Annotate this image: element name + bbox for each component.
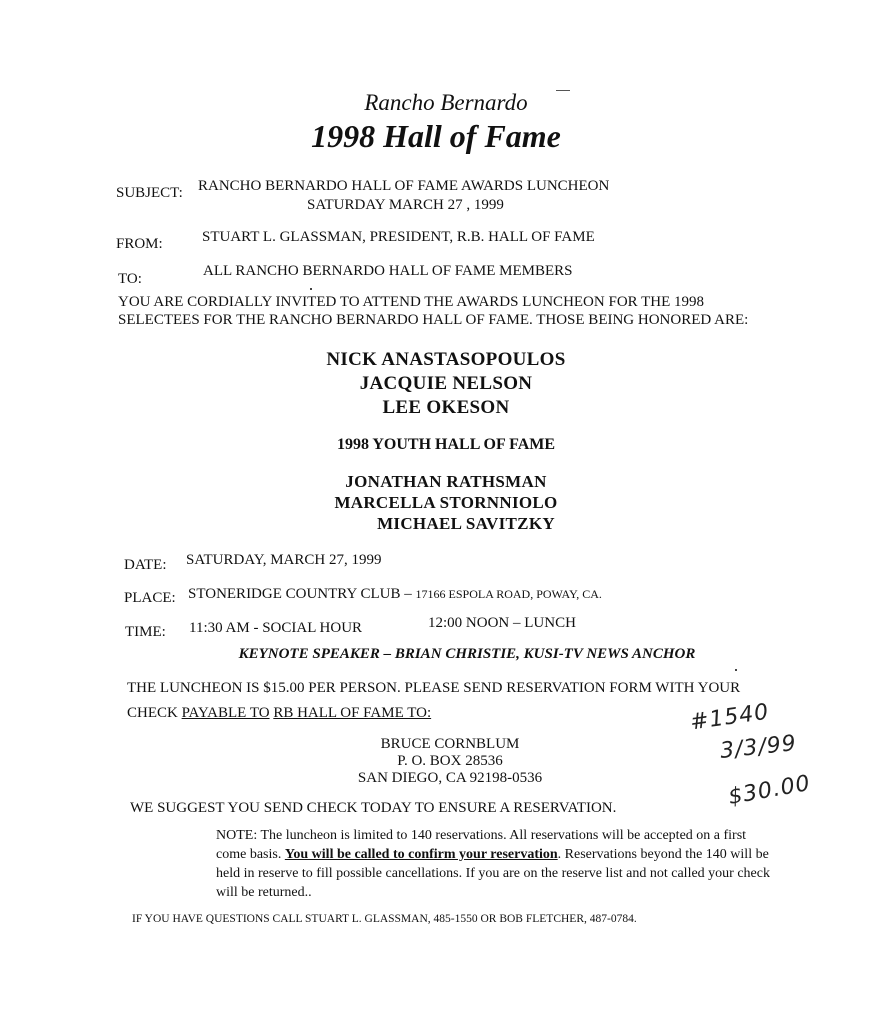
youth-name: MARCELLA STORNNIOLO xyxy=(334,493,558,512)
mailing-name: BRUCE CORNBLUM xyxy=(380,736,520,752)
payable-to: PAYABLE TO xyxy=(181,705,270,721)
payment-line-2 xyxy=(127,705,431,722)
youth-heading: 1998 YOUTH HALL OF FAME xyxy=(336,436,556,453)
place-label: PLACE: xyxy=(124,590,176,606)
place-address: 17166 ESPOLA ROAD, POWAY, CA. xyxy=(415,587,602,601)
youth-name: MICHAEL SAVITZKY xyxy=(377,514,555,533)
place-value xyxy=(188,586,602,603)
note-emphasis: You will be called to confirm your reservation xyxy=(284,847,558,862)
mailing-box: P. O. BOX 28536 xyxy=(397,753,503,769)
payment-prefix: CHECK xyxy=(127,705,182,721)
place-name: STONERIDGE COUNTRY CLUB – xyxy=(188,586,412,602)
subject-line-1: RANCHO BERNARDO HALL OF FAME AWARDS LUNCHEON xyxy=(198,178,610,194)
date-value: SATURDAY, MARCH 27, 1999 xyxy=(186,552,382,568)
reservation-note xyxy=(216,826,776,902)
keynote-speaker: KEYNOTE SPEAKER – BRIAN CHRISTIE, KUSI-TV NEWS ANCHOR xyxy=(238,646,696,662)
subject-label: SUBJECT: xyxy=(116,185,183,201)
payment-line-1: THE LUNCHEON IS $15.00 PER PERSON. PLEASE SEND RESERVATION FORM WITH YOUR xyxy=(127,680,741,696)
date-label: DATE: xyxy=(124,557,167,573)
handwritten-number: #1540 xyxy=(688,699,771,736)
time-label: TIME: xyxy=(125,624,166,640)
from-label: FROM: xyxy=(116,236,163,252)
honoree-name: JACQUIE NELSON xyxy=(359,373,533,394)
note-text: NOTE: The luncheon is limited to 140 reservations. All reservations will be accepted on a first come basis. xyxy=(216,828,747,862)
scan-mark xyxy=(310,288,312,290)
youth-name: JONATHAN RATHSMAN xyxy=(345,472,547,491)
honoree-name: LEE OKESON xyxy=(382,397,510,418)
from-value: STUART L. GLASSMAN, PRESIDENT, R.B. HALL OF FAME xyxy=(202,229,595,245)
org-name: Rancho Bernardo xyxy=(364,90,528,115)
payee: RB HALL OF FAME TO: xyxy=(273,705,432,721)
honoree-name: NICK ANASTASOPOULOS xyxy=(326,349,566,370)
invitation-line-1: YOU ARE CORDIALLY INVITED TO ATTEND THE AWARDS LUNCHEON FOR THE 1998 xyxy=(118,294,705,310)
scan-mark xyxy=(735,669,737,671)
time-social: 11:30 AM - SOCIAL HOUR xyxy=(189,620,363,636)
time-lunch: 12:00 NOON – LUNCH xyxy=(428,615,576,631)
suggestion: WE SUGGEST YOU SEND CHECK TODAY TO ENSURE A RESERVATION. xyxy=(130,800,617,816)
page-title: 1998 Hall of Fame xyxy=(311,118,561,154)
subject-line-2: SATURDAY MARCH 27 , 1999 xyxy=(307,197,504,213)
to-value: ALL RANCHO BERNARDO HALL OF FAME MEMBERS xyxy=(203,263,573,279)
questions-contact: IF YOU HAVE QUESTIONS CALL STUART L. GLASSMAN, 485-1550 OR BOB FLETCHER, 487-0784. xyxy=(132,913,637,925)
note-text: . Reservations beyond the 140 will be held in reserve to fill possible cancellations. If you are on the reserve list and not called your check will be returned.. xyxy=(216,847,770,900)
invitation-line-2: SELECTEES FOR THE RANCHO BERNARDO HALL OF FAME. THOSE BEING HONORED ARE: xyxy=(118,312,749,328)
to-label: TO: xyxy=(118,271,142,287)
handwritten-date: 3/3/99 xyxy=(718,731,798,764)
mailing-city: SAN DIEGO, CA 92198-0536 xyxy=(357,770,543,786)
handwritten-amount: $30.00 xyxy=(726,770,813,811)
